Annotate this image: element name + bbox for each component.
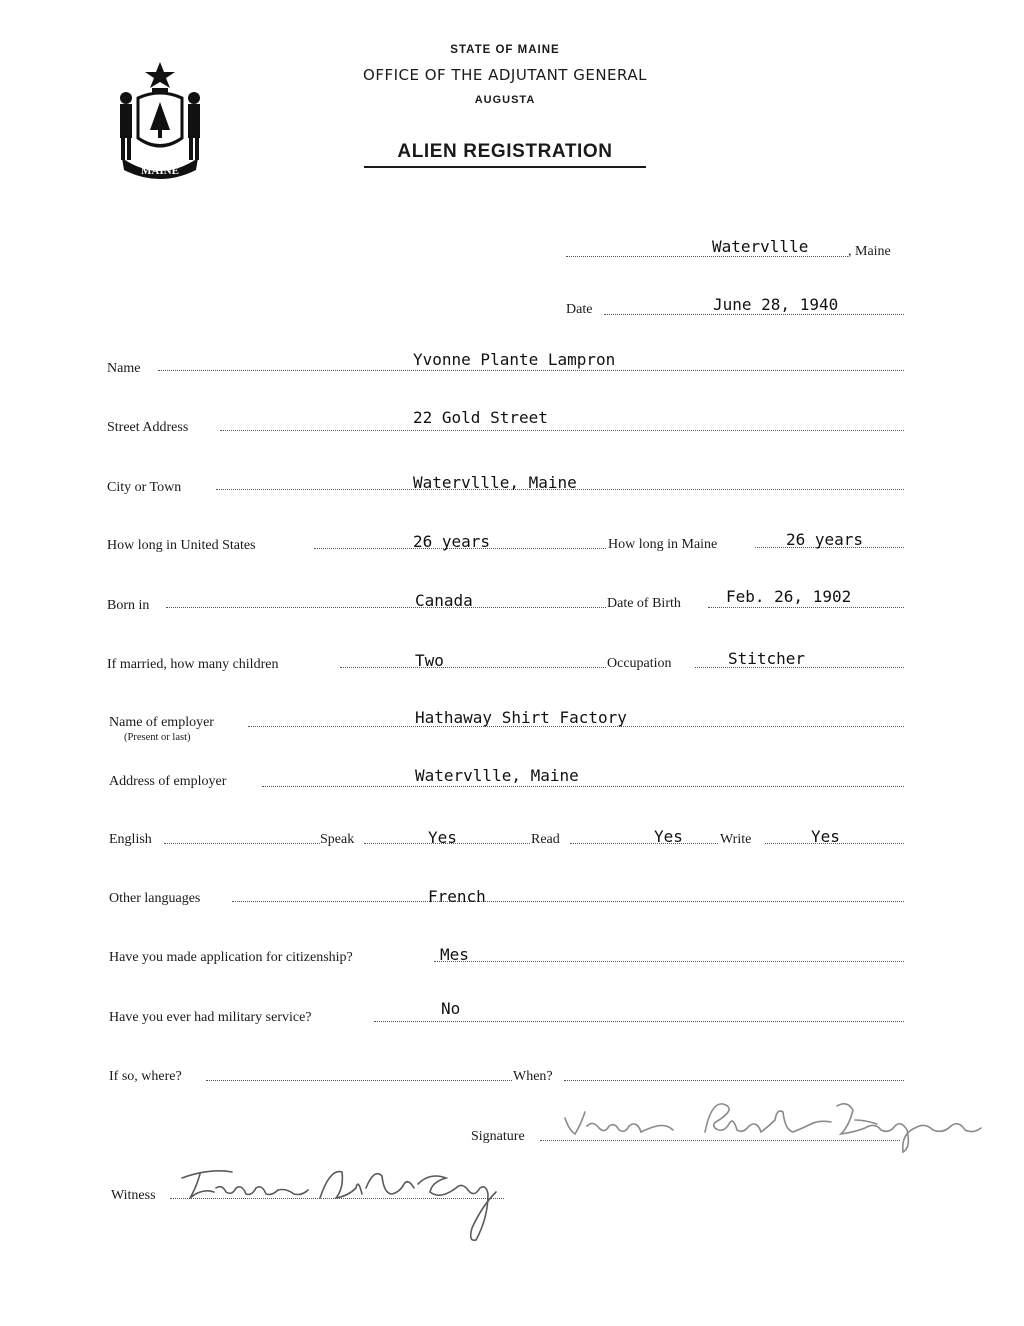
languages-value: French xyxy=(428,887,486,906)
speak-value: Yes xyxy=(428,828,457,847)
employer-value: Hathaway Shirt Factory xyxy=(415,708,627,727)
signature-label: Signature xyxy=(471,1129,525,1144)
employer-sublabel: (Present or last) xyxy=(124,732,191,743)
english-label: English xyxy=(109,832,152,847)
header-state: STATE OF MAINE xyxy=(450,44,560,56)
languages-line xyxy=(232,901,904,902)
write-label: Write xyxy=(720,832,752,847)
date-value: June 28, 1940 xyxy=(713,295,839,314)
us-value: 26 years xyxy=(413,532,491,551)
citizenship-value: Mes xyxy=(440,945,469,964)
where-line xyxy=(206,1080,512,1081)
dob-line xyxy=(708,607,904,608)
when-label: When? xyxy=(513,1069,553,1084)
children-value: Two xyxy=(415,651,444,670)
name-value: Yvonne Plante Lampron xyxy=(413,350,616,369)
maine-label: How long in Maine xyxy=(608,537,718,552)
street-line xyxy=(220,430,904,431)
where-label: If so, where? xyxy=(109,1069,182,1084)
read-value: Yes xyxy=(654,827,683,846)
military-label: Have you ever had military service? xyxy=(109,1010,312,1025)
date-label: Date xyxy=(566,302,593,317)
place-suffix: , Maine xyxy=(848,244,891,259)
name-label: Name xyxy=(107,361,141,376)
witness-label: Witness xyxy=(111,1188,156,1203)
witness-signature xyxy=(170,1158,510,1248)
employer-address-line xyxy=(262,786,904,787)
city-value: Watervllle, Maine xyxy=(413,473,577,492)
employer-label: Name of employer xyxy=(109,715,214,730)
read-line xyxy=(570,843,718,844)
military-line xyxy=(374,1021,904,1022)
place-value: Watervllle xyxy=(712,237,809,256)
children-label: If married, how many children xyxy=(107,657,279,672)
state-seal-icon xyxy=(108,58,212,186)
citizenship-line xyxy=(434,961,904,962)
occupation-label: Occupation xyxy=(607,656,672,671)
place-line xyxy=(566,256,848,257)
languages-label: Other languages xyxy=(109,891,201,906)
city-label: City or Town xyxy=(107,480,182,495)
header-city: AUGUSTA xyxy=(474,94,536,106)
street-label: Street Address xyxy=(107,420,189,435)
write-value: Yes xyxy=(811,827,840,846)
english-line xyxy=(164,843,320,844)
citizenship-label: Have you made application for citizenship? xyxy=(109,950,353,965)
born-label: Born in xyxy=(107,598,150,613)
date-line xyxy=(604,314,904,315)
children-line xyxy=(340,667,606,668)
name-line xyxy=(158,370,904,371)
born-value: Canada xyxy=(415,591,473,610)
speak-label: Speak xyxy=(320,832,355,847)
dob-label: Date of Birth xyxy=(607,596,681,611)
military-value: No xyxy=(441,999,461,1018)
applicant-signature xyxy=(545,1090,995,1160)
occupation-value: Stitcher xyxy=(728,649,806,668)
read-label: Read xyxy=(531,832,560,847)
seal-text: MAINE xyxy=(141,165,179,177)
us-label: How long in United States xyxy=(107,538,256,553)
header-office: OFFICE OF THE ADJUTANT GENERAL xyxy=(363,66,647,84)
employer-address-value: Watervllle, Maine xyxy=(415,766,579,785)
employer-address-label: Address of employer xyxy=(109,774,227,789)
form-title: ALIEN REGISTRATION xyxy=(364,141,646,168)
street-value: 22 Gold Street xyxy=(413,408,548,427)
when-line xyxy=(564,1080,904,1081)
dob-value: Feb. 26, 1902 xyxy=(726,587,852,606)
born-line xyxy=(166,607,606,608)
maine-value: 26 years xyxy=(786,530,864,549)
